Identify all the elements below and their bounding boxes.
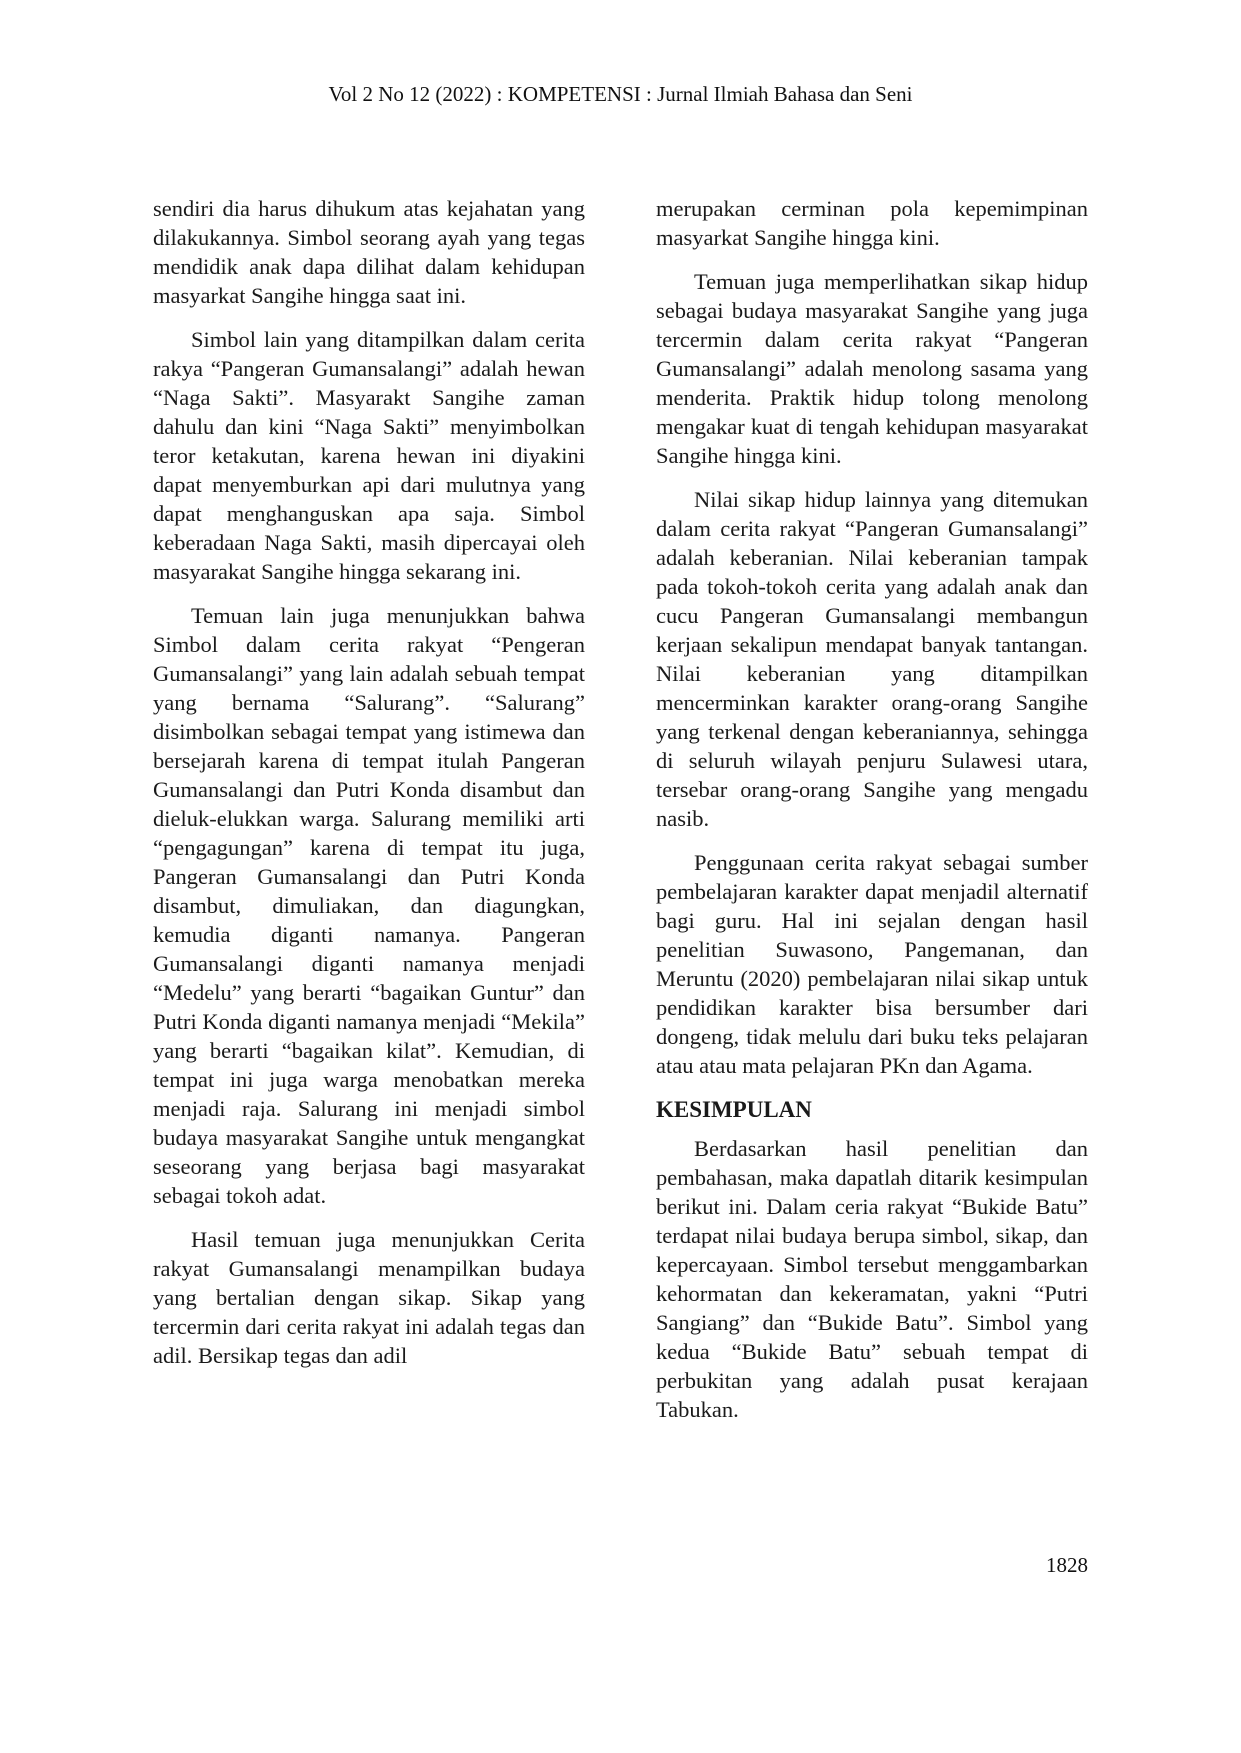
running-head: Vol 2 No 12 (2022) : KOMPETENSI : Jurnal Ilmiah Bahasa dan Seni [328,82,913,106]
paragraph: Hasil temuan juga menunjukkan Cerita rakyat Gumansalangi menampilkan budaya yang bertalian dengan sikap. Sikap yang tercermin dari cerita rakyat ini adalah tegas dan adil. Bersikap tegas dan adil [153,1227,585,1368]
paragraph: Penggunaan cerita rakyat sebagai sumber pembelajaran karakter dapat menjadil alternatif bagi guru. Hal ini sejalan dengan hasil penelitian Suwasono, Pangemanan, dan Meruntu (2020) pembelajaran nilai sikap untuk pendidikan karakter bisa bersumber dari dongeng, tidak melulu dari buku teks pelajaran atau atau mata pelajaran PKn dan Agama. [656,850,1088,1078]
paragraph: Nilai sikap hidup lainnya yang ditemukan dalam cerita rakyat “Pangeran Gumansalangi” adalah keberanian. Nilai keberanian tampak pada tokoh-tokoh cerita yang adalah anak dan cucu Pangeran Gumansalangi membangun kerjaan sekalipun mendapat banyak tantangan. Nilai keberanian yang ditampilkan mencerminkan karakter orang-orang Sangihe yang terkenal dengan keberaniannya, sehingga di seluruh wilayah penjuru Sulawesi utara, tersebar orang-orang Sangihe yang mengadu nasib. [656,487,1088,831]
page-number: 1828 [1046,1553,1088,1577]
conclusion-paragraph: Berdasarkan hasil penelitian dan pembahasan, maka dapatlah ditarik kesimpulan berikut ini. Dalam ceria rakyat “Bukide Batu” terdapat nilai budaya berupa simbol, sikap, dan kepercayaan. Simbol tersebut menggambarkan kehormatan dan kekeramatan, yakni “Putri Sangiang” dan “Bukide Batu”. Simbol yang kedua “Bukide Batu” sebuah tempat di perbukitan yang adalah pusat kerajaan Tabukan. [656,1136,1088,1422]
left-column [153,194,585,1385]
right-column [656,194,1088,1439]
paragraph: Temuan lain juga menunjukkan bahwa Simbol dalam cerita rakyat “Pengeran Gumansalangi” yang lain adalah sebuah tempat yang bernama “Salurang”. “Salurang” disimbolkan sebagai tempat yang istimewa dan bersejarah karena di tempat itulah Pangeran Gumansalangi dan Putri Konda disambut dan dieluk-elukkan warga. Salurang memiliki arti “pengagungan” karena di tempat itu juga, Pangeran Gumansalangi dan Putri Konda disambut, dimuliakan, dan diagungkan, kemudia diganti namanya. Pangeran Gumansalangi diganti namanya menjadi “Medelu” yang berarti “bagaikan Guntur” dan Putri Konda diganti namanya menjadi “Mekila” yang berarti “bagaikan kilat”. Kemudian, di tempat ini juga warga menobatkan mereka menjadi raja. Salurang ini menjadi simbol budaya masyarakat Sangihe untuk mengangkat seseorang yang berjasa bagi masyarakat sebagai tokoh adat. [153,603,585,1208]
paragraph: Simbol lain yang ditampilkan dalam cerita rakya “Pangeran Gumansalangi” adalah hewan “Naga Sakti”. Masyarakt Sangihe zaman dahulu dan kini “Naga Sakti” menyimbolkan teror ketakutan, karena hewan ini diyakini dapat menyemburkan api dari mulutnya yang dapat menghanguskan apa saja. Simbol keberadaan Naga Sakti, masih dipercayai oleh masyarakat Sangihe hingga sekarang ini. [153,327,585,584]
paragraph: Temuan juga memperlihatkan sikap hidup sebagai budaya masyarakat Sangihe yang juga tercermin dalam cerita rakyat “Pangeran Gumansalangi” adalah menolong sasama yang menderita. Praktik hidup tolong menolong mengakar kuat di tengah kehidupan masyarakat Sangihe hingga kini. [656,269,1088,468]
section-heading-kesimpulan: KESIMPULAN [656,1097,812,1122]
paragraph-continued: sendiri dia harus dihukum atas kejahatan yang dilakukannya. Simbol seorang ayah yang tegas mendidik anak dapa dilihat dalam kehidupan masyarkat Sangihe hingga saat ini. [153,196,585,308]
paragraph-continued: merupakan cerminan pola kepemimpinan masyarkat Sangihe hingga kini. [656,196,1088,250]
